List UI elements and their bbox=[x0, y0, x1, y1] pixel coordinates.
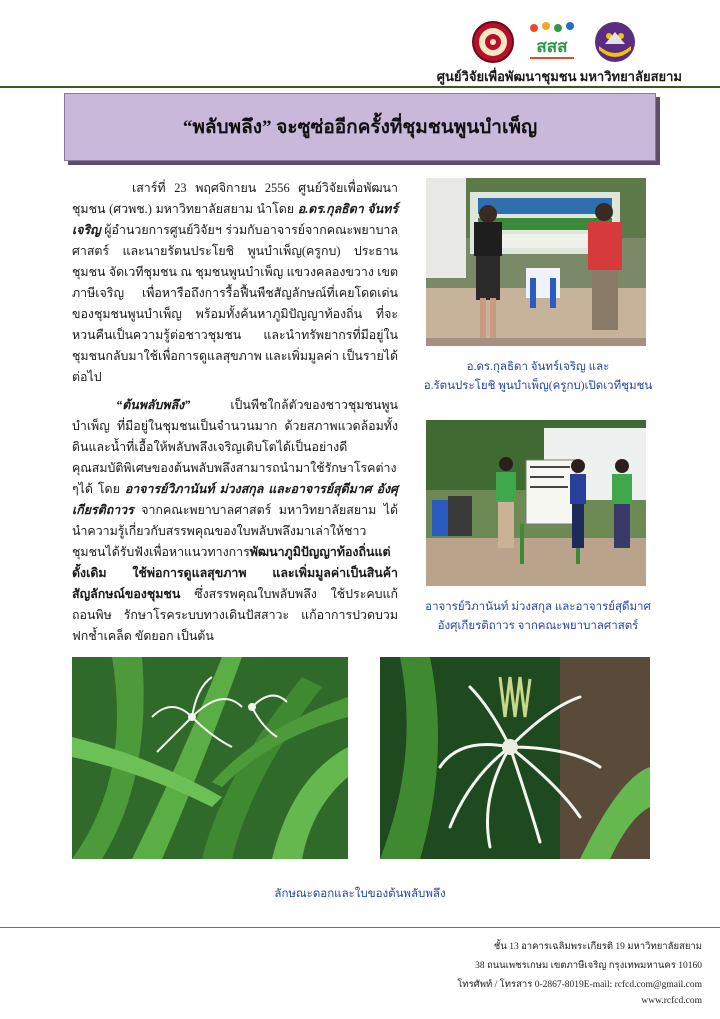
footer-website: www.rcfcd.com bbox=[641, 996, 702, 1006]
spider-lily-flowers-photo bbox=[380, 657, 650, 859]
intro-text-1: เสาร์ที่ 23 พฤศจิกายน 2556 ศูนย์วิจัยเพื่อพัฒนาชุมชน (ศวพช.) มหาวิทยาลัยสยาม นำโดย bbox=[72, 181, 398, 216]
forum-caption-line-2: อ.รัตนประโยชิ พูนบำเพ็ญ(ครูกบ)เปิดเวทีชุมชน bbox=[423, 380, 653, 392]
lecturers-caption-line-2: อังศุเกียรติถาวร จากคณะพยาบาลศาสตร์ bbox=[437, 620, 639, 632]
lecturers-photo-caption bbox=[418, 598, 658, 636]
footer-divider bbox=[0, 927, 720, 928]
logo-text: สสส bbox=[536, 37, 568, 57]
plant-text-highlight: พัฒนาภูมิปัญญาท้องถิ่นแต่ดั้งเดิม ใช้พ่อการดูแลสุขภาพ และเพิ่มมูลค่าเป็นสินค้าสัญลักษณ์ของชุมชน bbox=[72, 545, 398, 601]
plant-name: “ต้นพลับพลึง” bbox=[116, 398, 191, 412]
header-divider bbox=[0, 86, 720, 88]
research-center-name: ศูนย์วิจัยเพื่อพัฒนาชุมชน มหาวิทยาลัยสยาม bbox=[436, 69, 682, 84]
community-forum-photo bbox=[426, 178, 646, 346]
forum-caption-line-1: อ.ดร.กุลธิดา จันทร์เจริญ และ bbox=[466, 361, 610, 373]
lecturer-names: อาจารย์วิภานันท์ ม่วงสกุล และอาจารย์สุดีมาศ อังศุเกียรติถาวร bbox=[72, 482, 398, 517]
intro-paragraph bbox=[72, 178, 398, 388]
footer-address-line-2: 38 ถนนเพชรเกษม เขตภาษีเจริญ กรุงเทพมหานคร 10160 bbox=[475, 961, 702, 971]
spider-lily-leaves-photo bbox=[72, 657, 348, 859]
director-name: อ.ดร.กุลธิดา จันทร์เจริญ bbox=[72, 202, 398, 237]
forum-photo-caption bbox=[418, 358, 658, 396]
lecturers-photo bbox=[426, 420, 646, 586]
plant-text-2: จากคณะพยาบาลศาสตร์ มหาวิทยาลัยสยาม ได้นำความรู้เกี่ยวกับสรรพคุณของใบพลับพลึงมาเล่าให้ชาวชุมชนได้รับฟังเพื่อหาแนวทางการ bbox=[72, 503, 398, 559]
university-logo bbox=[470, 20, 516, 64]
thaihealth-logo bbox=[524, 20, 580, 64]
lecturers-caption-line-1: อาจารย์วิภานันท์ ม่วงสกุล และอาจารย์สุดีมาศ bbox=[425, 601, 651, 613]
plant-paragraph bbox=[72, 395, 398, 647]
research-center-logo bbox=[588, 20, 642, 64]
footer-contact: โทรศัพท์ / โทรสาร 0-2867-8019E-mail: rcfcd.com@gmail.com bbox=[457, 980, 702, 990]
title-banner bbox=[64, 93, 656, 161]
flowers-caption: ลักษณะดอกและใบของต้นพลับพลึง bbox=[274, 888, 446, 900]
plant-text-3: ซึ่งสรรพคุณใบพลับพลึง ใช้ประคบแก้ถอนพิษ รักษาโรคระบบทางเดินปัสสาวะ แก้อาการปวดบวม ฟกช้ำเคล็ด ขัดยอก เป็นต้น bbox=[72, 587, 398, 643]
plant-text-1: เป็นพืชใกล้ตัวของชาวชุมชนพูนบำเพ็ญ ที่มีอยู่ในชุมชนเป็นจำนวนมาก ด้วยสภาพแวดล้อมทั้งดินและน้ำที่เอื้อให้พลับพลึงเจริญเติบโตได้เป็นอย่างดี คุณสมบัติพิเศษของต้นพลับพลึงสามารถนำมาใช้รักษาโรคต่าง ๆได้ โดย bbox=[72, 398, 398, 496]
intro-text-2: ผู้อำนวยการศูนย์วิจัยฯ ร่วมกับอาจารย์จากคณะพยาบาลศาสตร์ และนายรัตนประโยชิ พูนบำเพ็ญ(ครูกบ) ประธานชุมชน จัดเวทีชุมชน ณ ชุมชนพูนบำเพ็ญ แขวงคลองขวาง เขตภาษีเจริญ เพื่อหารือถึงการรื้อฟื้นพืชสัญลักษณ์ที่เคยโดดเด่นของชุมชนพูนบำเพ็ญ พร้อมทั้งค้นหาภูมิปัญญาท้องถิ่น ที่จะหวนคืนเป็นความรู้ต่อชาวชุมชน และนำทรัพยากรที่มีอยู่ในชุมชนกลับมาใช้เพื่อการดูแลสุขภาพ และเพิ่มมูลค่า เป็นรายได้ต่อไป bbox=[72, 223, 398, 384]
footer-address-line-1: ชั้น 13 อาคารเฉลิมพระเกียรติ 19 มหาวิทยาลัยสยาม bbox=[493, 942, 702, 952]
page-title: “พลับพลึง” จะซูซ่ออีกครั้งที่ชุมชนพูนบำเพ็ญ bbox=[182, 117, 538, 138]
